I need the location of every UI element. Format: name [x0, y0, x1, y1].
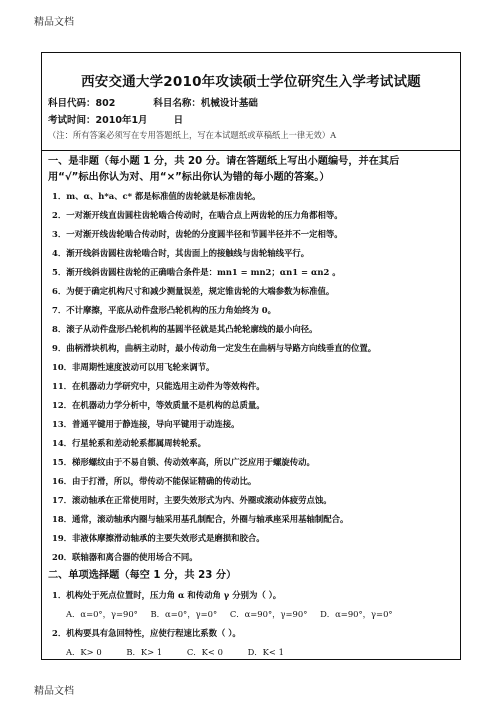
- tf-item: 14．行星轮系和差动轮系都属周转轮系。: [52, 438, 207, 448]
- section1-heading-line2: 用“√”标出你认为对、用“×”标出你认为错的每小题的答案。）: [48, 172, 330, 183]
- tf-item: 7．不计摩擦，平底从动件盘形凸轮机构的压力角始终为 0。: [52, 305, 276, 315]
- tf-item: 12．在机器动力学分析中，等效质量不是机构的总质量。: [52, 400, 265, 410]
- tf-item: 8．滚子从动件盘形凸轮机构的基圆半径就是其凸轮轮廓线的最小向径。: [52, 324, 318, 334]
- option-c: C．K< 0: [186, 647, 223, 657]
- option-a: A．K> 0: [66, 647, 102, 657]
- option-d: D．α=90°，γ=0°: [320, 609, 393, 619]
- tf-item: 1．m、α、h*a、c* 都是标准值的齿轮就是标准齿轮。: [52, 191, 261, 201]
- tf-item: 19．非液体摩擦滑动轴承的主要失效形式是磨损和胶合。: [52, 533, 265, 543]
- subject-name: 科目名称：机械设计基础: [153, 98, 258, 109]
- option-b: B．α=0°，γ=0°: [150, 609, 218, 619]
- subject-row: [48, 95, 262, 109]
- section1-heading-line1: 一、是非题（每小题 1 分，共 20 分。请在答题纸上写出小题编号，并在其后: [48, 156, 400, 167]
- subject-code: 科目代码：802: [48, 98, 116, 109]
- tf-item: 17．滚动轴承在正常使用时，主要失效形式为内、外圈或滚动体疲劳点蚀。: [52, 495, 332, 505]
- choice-question-1: 1．机构处于死点位置时，压力角 α 和传动角 γ 分别为（ ）。: [52, 590, 282, 600]
- exam-title: 西安交通大学2010年攻读硕士学位研究生入学考试试题: [81, 74, 421, 90]
- exam-time-row: [48, 112, 187, 126]
- option-d: D．K< 1: [247, 647, 284, 657]
- tf-item: 9．曲柄滑块机构，曲柄主动时，最小传动角一定发生在曲柄与导路方向线垂直的位置。: [52, 343, 377, 353]
- option-c: C．α=90°，γ=90°: [229, 609, 308, 619]
- answer-note: （注：所有答案必须写在专用答题纸上，写在本试题纸或草稿纸上一律无效）A: [48, 130, 337, 140]
- tf-item: 13．普通平键用于静连接，导向平键用于动连接。: [52, 419, 240, 429]
- section2-heading: 二、单项选择题（每空 1 分，共 23 分）: [48, 570, 237, 581]
- tf-item: 5．渐开线斜齿圆柱齿轮的正确啮合条件是：mn1 = mn2；αn1 = αn2 。: [52, 267, 341, 277]
- watermark-top: 精品文档: [34, 17, 74, 28]
- tf-item: 10．非周期性速度波动可以用飞轮来调节。: [52, 362, 215, 372]
- tf-item: 16．由于打滑，所以，带传动不能保证精确的传动比。: [52, 476, 257, 486]
- tf-item: 20．联轴器和离合器的使用场合不同。: [52, 552, 198, 562]
- tf-item: 3．一对渐开线齿轮啮合传动时，齿轮的分度圆半径和节圆半径并不一定相等。: [52, 229, 343, 239]
- tf-item: 15．梯形螺纹由于不易自锁、传动效率高，所以广泛应用于螺旋传动。: [52, 457, 315, 467]
- watermark-bottom: 精品文档: [34, 686, 74, 697]
- choice-question-2: 2．机构要具有急回特性，应使行程速比系数（ ）。: [52, 628, 241, 638]
- exam-day: 日: [173, 115, 184, 126]
- choice-question-1-options: [66, 608, 403, 620]
- exam-time: 考试时间：2010年1月: [48, 115, 148, 126]
- tf-item: 18．通常，滚动轴承内圈与轴采用基孔制配合，外圈与轴承座采用基轴制配合。: [52, 514, 349, 524]
- tf-item: 11．在机器动力学研究中，只能选用主动件为等效构件。: [52, 381, 265, 391]
- exam-header: [42, 53, 460, 151]
- tf-item: 6．为便于确定机构尺寸和减少测量误差，规定锥齿轮的大端参数为标准值。: [52, 286, 335, 296]
- exam-paper-frame: [41, 52, 461, 660]
- tf-item: 2．一对渐开线直齿圆柱齿轮啮合传动时，在啮合点上两齿轮的压力角都相等。: [52, 210, 343, 220]
- option-a: A．α=0°，γ=90°: [66, 609, 138, 619]
- option-b: B．K> 1: [126, 647, 163, 657]
- choice-question-2-options: [66, 646, 294, 658]
- tf-item: 4．渐开线斜齿圆柱齿轮啮合时，其齿面上的接触线与齿轮轴线平行。: [52, 248, 310, 258]
